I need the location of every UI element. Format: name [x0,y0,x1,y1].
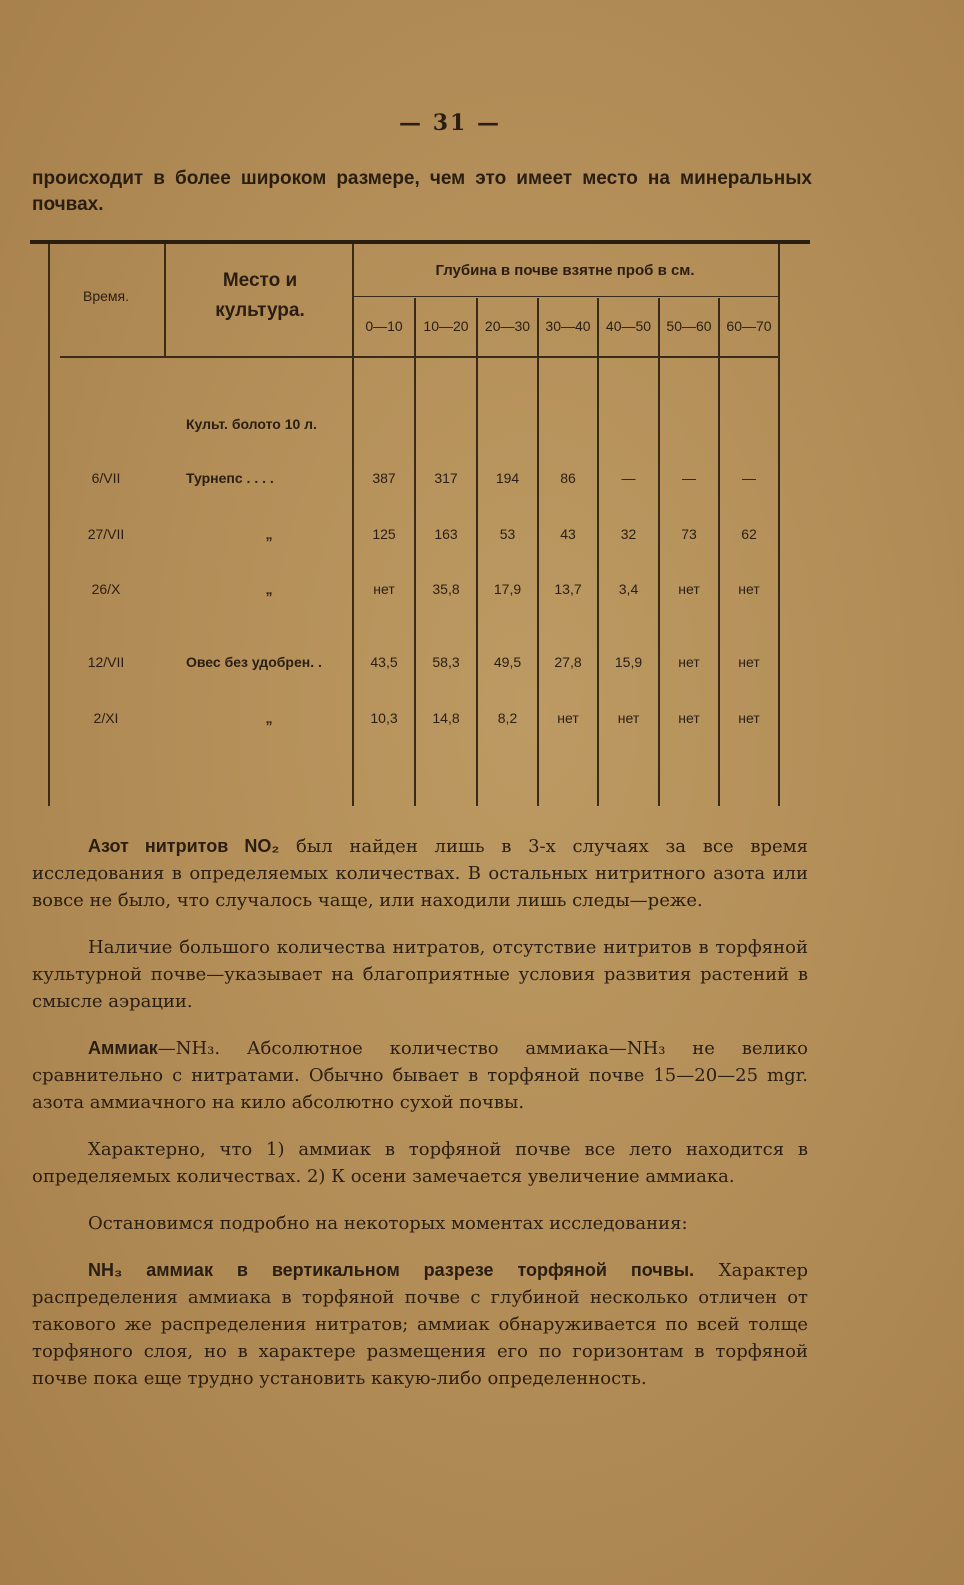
row-value: 43 [560,526,576,542]
data-table [30,240,810,810]
row-place: „ [265,526,273,542]
row-value: нет [678,710,700,726]
row-place: Турнепс . . . . [186,470,274,486]
row-time: 6/VII [91,470,121,486]
row-value: 194 [495,470,520,486]
table-divider [597,298,599,806]
row-value: нет [678,581,700,597]
row-value: 27,8 [554,654,582,670]
table-header-rule [354,296,778,297]
table-divider [476,298,478,806]
row-value: 73 [681,526,697,542]
row-place: „ [265,710,273,726]
row-value: 13,7 [554,581,582,597]
row-value: нет [738,710,760,726]
depth-col-header: 10—20 [423,318,469,334]
row-value: нет [738,654,760,670]
row-value: — [742,470,756,486]
row-value: 49,5 [493,654,522,670]
table-border-right [778,244,780,806]
row-value: 317 [434,470,458,486]
table-top-rule [30,240,810,244]
row-value: нет [557,710,579,726]
row-value: 58,3 [432,654,460,670]
row-value: 387 [372,470,396,486]
paragraph-text: был найден лишь в 3-х случаях за все время исследования в определяемых количествах. В остальных нитритного азота или вовсе не было, что случалось чаще, или находили лишь следы—реже. [32,836,809,911]
term-ammonia: Аммиак [88,1038,158,1058]
table-divider [414,298,416,806]
paragraph: Остановимся подробно на некоторых моментах исследования: [88,1213,688,1234]
header-place: Место и культура. [215,270,305,321]
header-depth: Глубина в почве взятне проб в см. [435,262,695,279]
row-value: 32 [620,526,637,542]
table-divider [658,298,660,806]
row-value: 86 [560,470,576,486]
section-label: Культ. болото 10 л. [186,416,317,432]
paragraph [32,1035,808,1116]
row-time: 12/VII [87,654,125,670]
row-value: 62 [741,526,757,542]
row-value: 43,5 [370,654,398,670]
paragraph-text: —NH₃. Абсолютное количество аммиака—NH₃ не велико сравнительно с нитратами. Обычно бывает в торфяной почве 15—20—25 mgr. азота аммиачного на кило абсолютно сухой почвы. [32,1038,808,1113]
row-time: 26/X [91,581,121,597]
row-value: нет [738,581,760,597]
paragraph: Наличие большого количества нитратов, отсутствие нитритов в торфяной культурной почве—указывает на благоприятные условия развития растений в смысле аэрации. [32,937,808,1012]
intro-text: происходит в более широком размере, чем это имеет место на минеральных почвах. [32,168,812,215]
depth-col-header: 0—10 [365,318,403,334]
row-value: 125 [372,526,396,542]
row-value: 14,8 [432,710,460,726]
row-value: 3,4 [618,581,639,597]
table-divider [537,298,539,806]
body-text [32,833,808,1412]
table-header-bottom-rule [60,356,778,358]
row-value: — [682,470,696,486]
depth-col-header: 30—40 [545,318,591,334]
table-divider [718,298,720,806]
row-value: 17,9 [493,581,522,597]
paragraph [32,833,808,914]
term-nitrite-nitrogen: Азот нитритов NO₂ [88,836,280,856]
row-value: 35,8 [432,581,460,597]
page-number: — 31 — [399,110,501,136]
row-place: Овес без удобрен. . [186,654,322,670]
paragraph [32,1257,808,1392]
term-ammonia-vertical: NH₃ аммиак в вертикальном разрезе торфяной почвы. [88,1260,695,1280]
depth-col-header: 40—50 [605,318,652,334]
row-time: 2/XI [93,710,119,726]
depth-col-header: 20—30 [484,318,531,334]
row-value: 10,3 [370,710,398,726]
row-value: нет [678,654,700,670]
row-value: 163 [434,526,458,542]
row-value: 8,2 [497,710,518,726]
row-value: 15,9 [614,654,643,670]
paragraph-text: Характер распределения аммиака в торфяной почве с глубиной несколько отличен от такового же распределения нитратов; аммиак обнаруживается по всей толще торфяного слоя, но в характере размещения его по горизонтам в торфяной почве пока еще трудно установить какую-либо определенность. [32,1260,808,1389]
depth-col-header: 50—60 [666,318,712,334]
row-value: 53 [499,526,516,542]
table-divider [164,244,166,356]
row-value: нет [617,710,640,726]
row-place: „ [265,581,273,597]
row-time: 27/VII [87,526,125,542]
depth-col-header: 60—70 [726,318,772,334]
header-time: Время. [82,288,129,304]
paragraph: Характерно, что 1) аммиак в торфяной почве все лето находится в определяемых количествах. 2) К осени замечается увеличение аммиака. [32,1139,808,1187]
row-value: нет [373,581,395,597]
row-value: — [621,470,636,486]
